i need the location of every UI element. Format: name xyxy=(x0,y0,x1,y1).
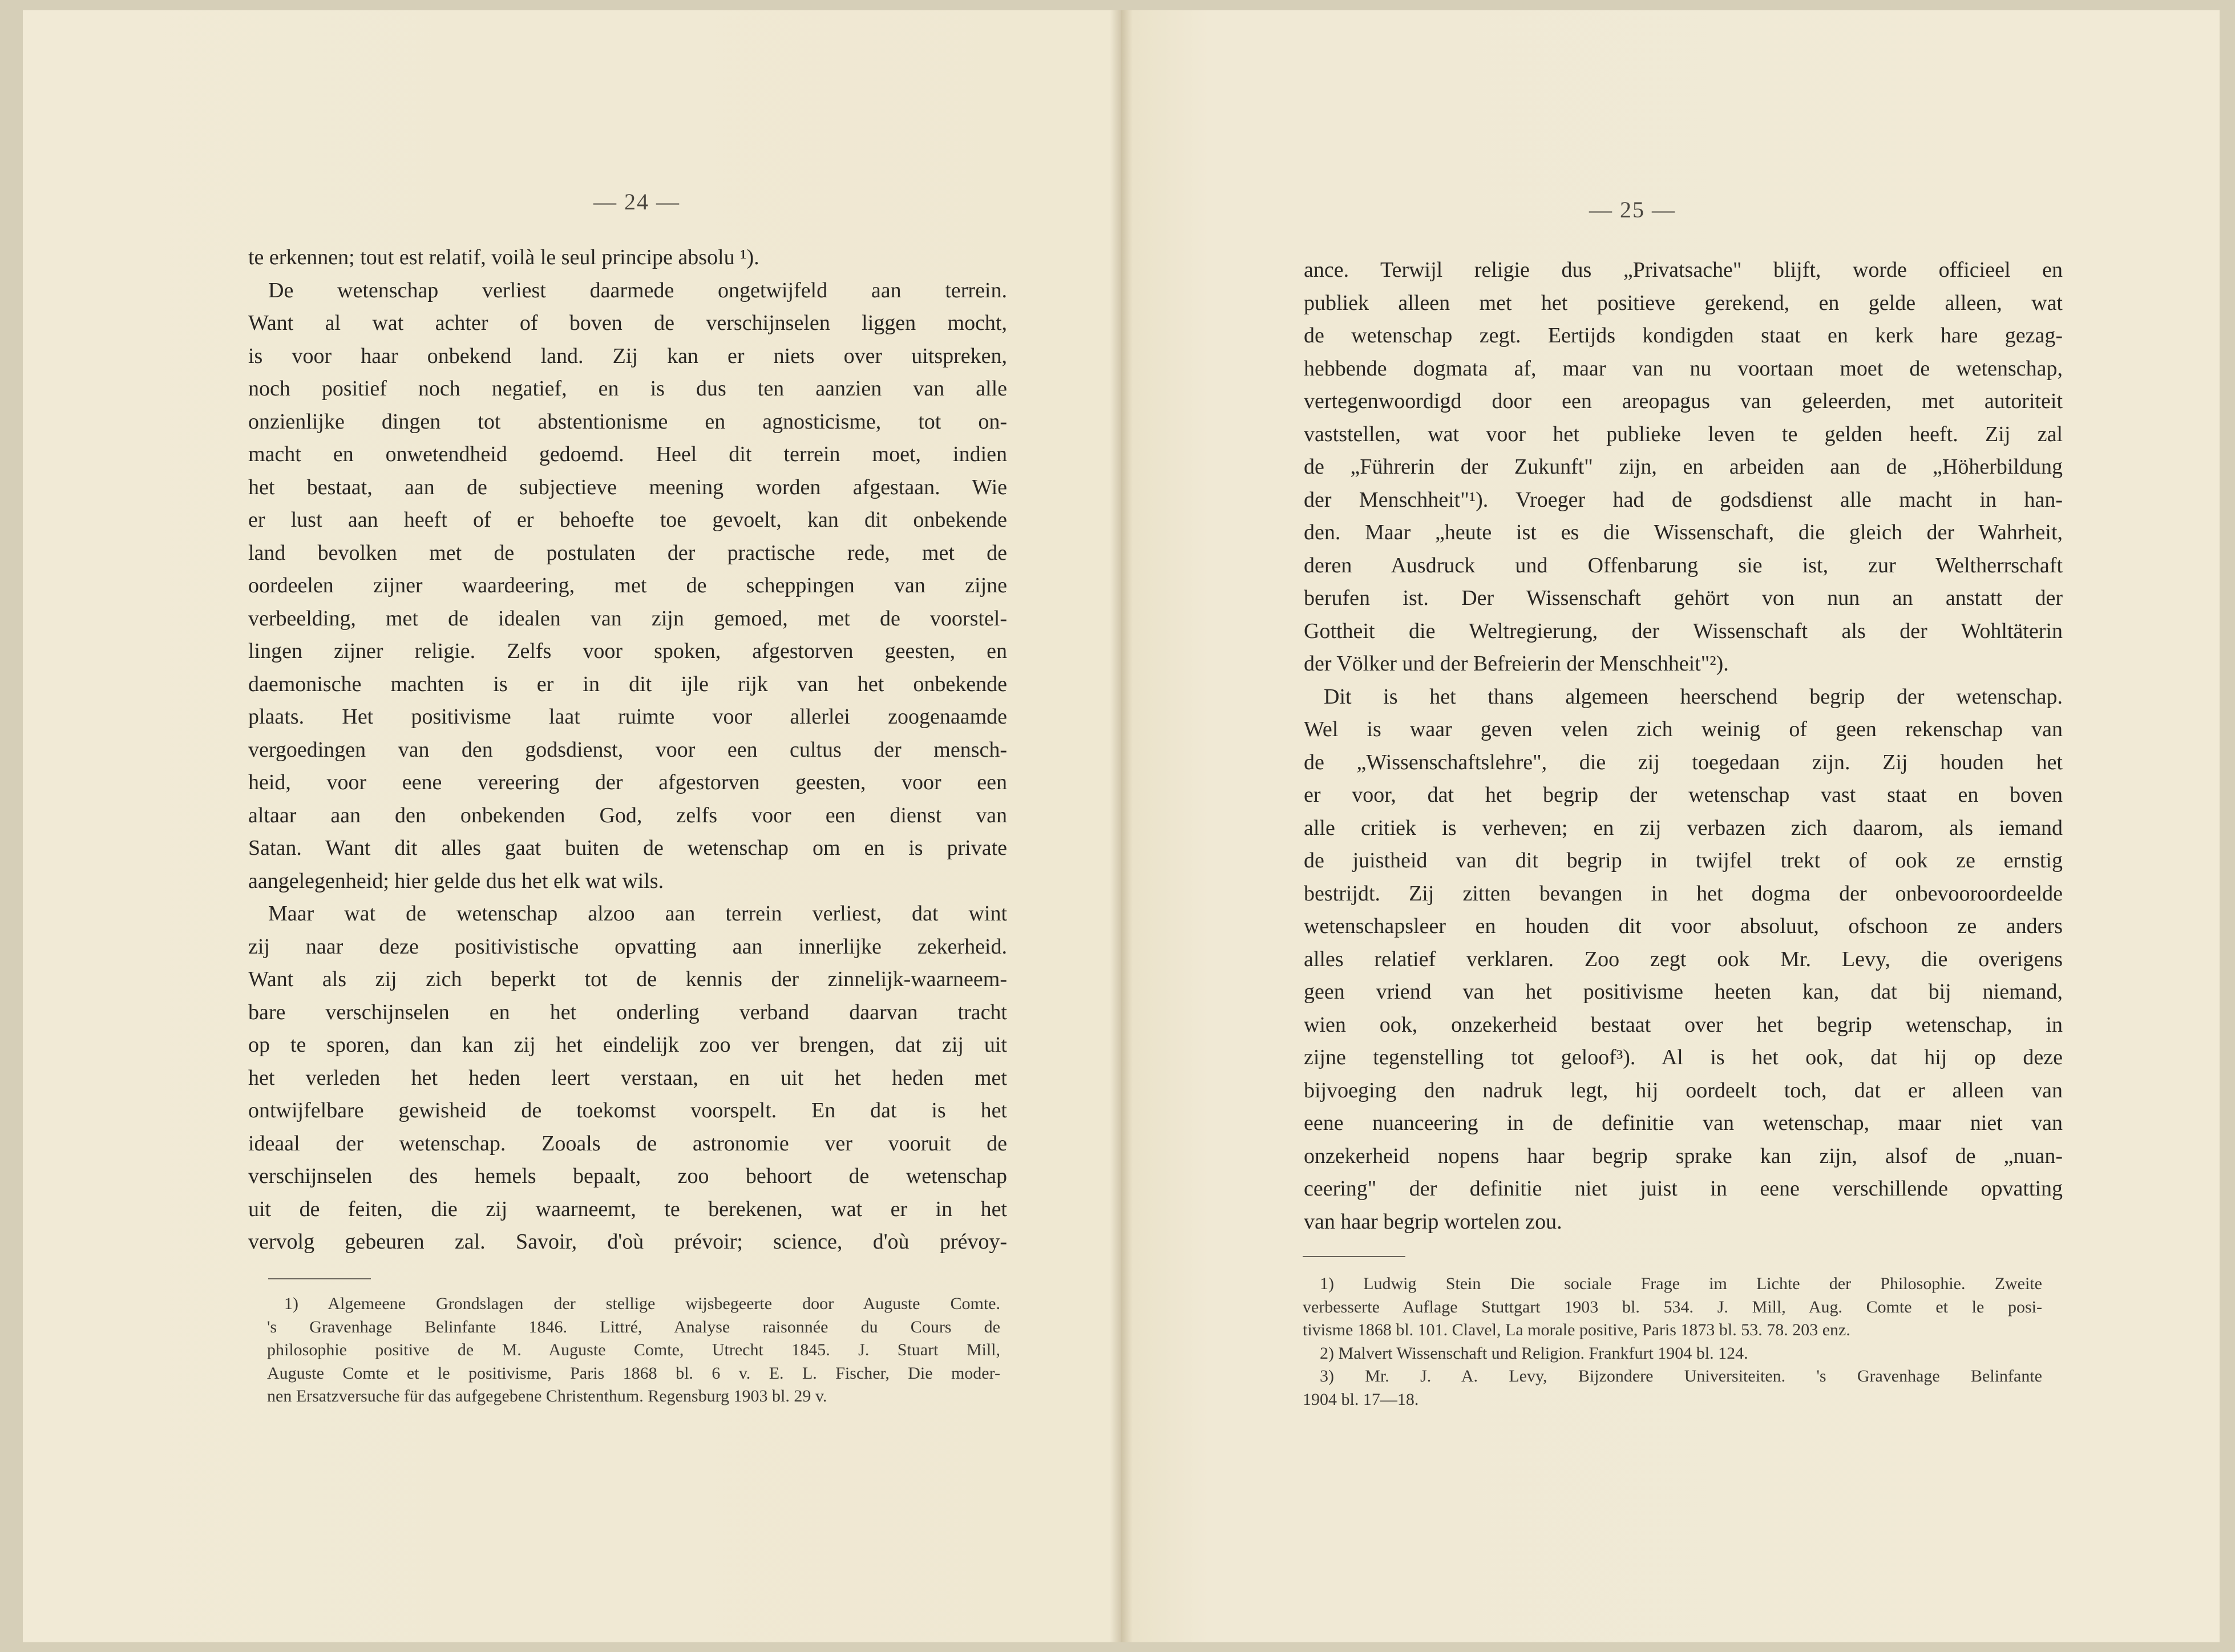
right-body-line: alle critiek is verheven; en zij verbazen zich daarom, als iemand xyxy=(1304,815,2063,840)
right-body-line: de wetenschap zegt. Eertijds kondigden staat en kerk hare gezag- xyxy=(1304,324,2063,348)
left-body-line: Want al wat achter of boven de verschijnselen liggen mocht, xyxy=(248,311,1007,335)
right-body-line: de „Führerin der Zukunft" zijn, en arbeiden aan de „Höherbildung xyxy=(1304,455,2063,479)
right-page xyxy=(1121,10,2220,1642)
right-page-number: — 25 — xyxy=(1589,197,1676,223)
left-body-line: plaats. Het positivisme laat ruimte voor allerlei zoogenaamde xyxy=(248,705,1007,729)
left-footnotes xyxy=(267,1292,1000,1408)
right-body-line: wien ook, onzekerheid bestaat over het begrip wetenschap, in xyxy=(1304,1012,2063,1037)
left-body-line: Maar wat de wetenschap alzoo aan terrein verliest, dat wint xyxy=(268,902,1007,926)
left-page-number: — 24 — xyxy=(593,189,680,215)
left-body-line: altaar aan den onbekenden God, zelfs voor een dienst van xyxy=(248,803,1007,827)
left-body-line: vergoedingen van den godsdienst, voor een cultus der mensch- xyxy=(248,737,1007,762)
right-body-line: Gottheit die Weltregierung, der Wissenschaft als der Wohltäterin xyxy=(1304,619,2063,643)
left-body-line: is voor haar onbekend land. Zij kan er niets over uitspreken, xyxy=(248,344,1007,368)
right-body-line: geen vriend van het positivisme heeten kan, dat bij niemand, xyxy=(1304,980,2063,1004)
left-body-line: onzienlijke dingen tot abstentionisme en agnosticisme, tot on- xyxy=(248,409,1007,434)
right-footnote-line: 1) Ludwig Stein Die sociale Frage im Lichte der Philosophie. Zweite xyxy=(1320,1274,2042,1293)
left-body-line: er lust aan heeft of er behoefte toe gevoelt, kan dit onbekende xyxy=(248,508,1007,532)
right-body-line: eene nuanceering in de definitie van wetenschap, maar niet van xyxy=(1304,1111,2063,1135)
left-footnote-line: nen Ersatzversuche für das aufgegebene Christenthum. Regensburg 1903 bl. 29 v. xyxy=(267,1387,827,1405)
right-body-line: wetenschapsleer en houden dit voor absoluut, ofschoon ze anders xyxy=(1304,914,2063,938)
right-body-line: hebbende dogmata af, maar van nu voortaan moet de wetenschap, xyxy=(1304,356,2063,381)
right-footnote-rule xyxy=(1303,1256,1405,1257)
book-spread xyxy=(23,10,2220,1642)
left-footnote-line: 's Gravenhage Belinfante 1846. Littré, Analyse raisonnée du Cours de xyxy=(267,1317,1000,1336)
right-body-line: de „Wissenschaftslehre", die zij toegedaan zijn. Zij houden het xyxy=(1304,750,2063,774)
right-footnote-line: verbesserte Auflage Stuttgart 1903 bl. 534. J. Mill, Aug. Comte et le posi- xyxy=(1303,1297,2042,1316)
right-body-line: ceering" der definitie niet juist in eene verschillende opvatting xyxy=(1304,1177,2063,1201)
right-body-line: berufen ist. Der Wissenschaft gehört von nun an anstatt der xyxy=(1304,586,2063,610)
right-footnote-line: tivisme 1868 bl. 101. Clavel, La morale positive, Paris 1873 bl. 53. 78. 203 enz. xyxy=(1303,1320,1850,1339)
left-body-line: land bevolken met de postulaten der practische rede, met de xyxy=(248,540,1007,565)
right-body-line: de juistheid van dit begrip in twijfel trekt of ook ze ernstig xyxy=(1304,849,2063,873)
right-body-line: der Völker und der Befreierin der Menschheit"²). xyxy=(1304,652,1729,676)
left-body-line: noch positief noch negatief, en is dus ten aanzien van alle xyxy=(248,377,1007,401)
left-body-line: verschijnselen des hemels bepaalt, zoo behoort de wetenschap xyxy=(248,1164,1007,1188)
left-footnote-line: philosophie positive de M. Auguste Comte, Utrecht 1845. J. Stuart Mill, xyxy=(267,1340,1000,1359)
left-body-line: ideaal der wetenschap. Zooals de astronomie ver vooruit de xyxy=(248,1131,1007,1156)
right-footnotes xyxy=(1303,1273,2042,1411)
left-body-line: macht en onwetendheid gedoemd. Heel dit terrein moet, indien xyxy=(248,442,1007,466)
right-body-line: alles relatief verklaren. Zoo zegt ook Mr. Levy, die overigens xyxy=(1304,947,2063,971)
left-body-line: heid, voor eene vereering der afgestorven geesten, voor een xyxy=(248,770,1007,794)
left-body-line: uit de feiten, die zij waarneemt, te berekenen, wat er in het xyxy=(248,1197,1007,1221)
left-footnote-rule xyxy=(268,1278,371,1279)
left-body-line: bare verschijnselen en het onderling verband daarvan tracht xyxy=(248,1000,1007,1024)
right-body-line: onzekerheid nopens haar begrip sprake kan zijn, alsof de „nuan- xyxy=(1304,1144,2063,1168)
left-body-line: De wetenschap verliest daarmede ongetwijfeld aan terrein. xyxy=(268,278,1007,302)
left-body-text xyxy=(248,241,1007,1259)
right-footnote-line: 1904 bl. 17—18. xyxy=(1303,1390,1419,1409)
left-body-line: Want als zij zich beperkt tot de kennis der zinnelijk-waarneem- xyxy=(248,967,1007,991)
right-body-line: vertegenwoordigd door een areopagus van geleerden, met autoriteit xyxy=(1304,389,2063,413)
left-page xyxy=(23,10,1122,1642)
right-body-line: zijne tegenstelling tot geloof³). Al is het ook, dat hij op deze xyxy=(1304,1045,2063,1069)
right-body-line: Dit is het thans algemeen heerschend begrip der wetenschap. xyxy=(1324,684,2063,709)
left-body-line: daemonische machten is er in dit ijle rijk van het onbekende xyxy=(248,672,1007,696)
right-body-line: den. Maar „heute ist es die Wissenschaft, die gleich der Wahrheit, xyxy=(1304,520,2063,544)
right-body-text xyxy=(1304,254,2063,1238)
left-body-line: te erkennen; tout est relatif, voilà le seul principe absolu ¹). xyxy=(248,245,759,269)
right-body-line: publiek alleen met het positieve gerekend, en gelde alleen, wat xyxy=(1304,290,2063,315)
right-body-line: bestrijdt. Zij zitten bevangen in het dogma der onbevooroordeelde xyxy=(1304,881,2063,906)
left-footnote-line: Auguste Comte et le positivisme, Paris 1868 bl. 6 v. E. L. Fischer, Die moder- xyxy=(267,1363,1000,1383)
left-body-line: ontwijfelbare gewisheid de toekomst voorspelt. En dat is het xyxy=(248,1098,1007,1122)
left-body-line: oordeelen zijner waardeering, met de scheppingen van zijne xyxy=(248,573,1007,597)
right-body-line: ance. Terwijl religie dus „Privatsache" blijft, worde officieel en xyxy=(1304,258,2063,282)
left-body-line: verbeelding, met de idealen van zijn gemoed, met de voorstel- xyxy=(248,606,1007,631)
left-footnote-line: 1) Algemeene Grondslagen der stellige wijsbegeerte door Auguste Comte. xyxy=(284,1294,1000,1313)
right-body-line: er voor, dat het begrip der wetenschap vast staat en boven xyxy=(1304,783,2063,807)
right-body-line: der Menschheit"¹). Vroeger had de godsdienst alle macht in han- xyxy=(1304,487,2063,512)
book-gutter xyxy=(1110,10,1133,1642)
right-body-line: deren Ausdruck und Offenbarung sie ist, zur Weltherrschaft xyxy=(1304,553,2063,577)
left-body-line: vervolg gebeuren zal. Savoir, d'où prévoir; science, d'où prévoy- xyxy=(248,1230,1007,1254)
right-body-line: vaststellen, wat voor het publieke leven te gelden heeft. Zij zal xyxy=(1304,422,2063,446)
right-body-line: Wel is waar geven velen zich weinig of geen rekenschap van xyxy=(1304,717,2063,741)
left-body-line: Satan. Want dit alles gaat buiten de wetenschap om en is private xyxy=(248,836,1007,860)
left-body-line: aangelegenheid; hier gelde dus het elk wat wils. xyxy=(248,869,664,893)
right-body-line: bijvoeging den nadruk legt, hij oordeelt toch, dat er alleen van xyxy=(1304,1078,2063,1102)
right-body-line: van haar begrip wortelen zou. xyxy=(1304,1209,1562,1234)
right-footnote-line: 3) Mr. J. A. Levy, Bijzondere Universiteiten. 's Gravenhage Belinfante xyxy=(1320,1367,2042,1386)
right-footnote-line: 2) Malvert Wissenschaft und Religion. Frankfurt 1904 bl. 124. xyxy=(1320,1343,1748,1363)
left-body-line: op te sporen, dan kan zij het eindelijk zoo ver brengen, dat zij uit xyxy=(248,1033,1007,1057)
left-body-line: lingen zijner religie. Zelfs voor spoken, afgestorven geesten, en xyxy=(248,639,1007,663)
left-body-line: het verleden het heden leert verstaan, en uit het heden met xyxy=(248,1065,1007,1090)
left-body-line: zij naar deze positivistische opvatting aan innerlijke zekerheid. xyxy=(248,934,1007,959)
left-body-line: het bestaat, aan de subjectieve meening worden afgestaan. Wie xyxy=(248,475,1007,499)
